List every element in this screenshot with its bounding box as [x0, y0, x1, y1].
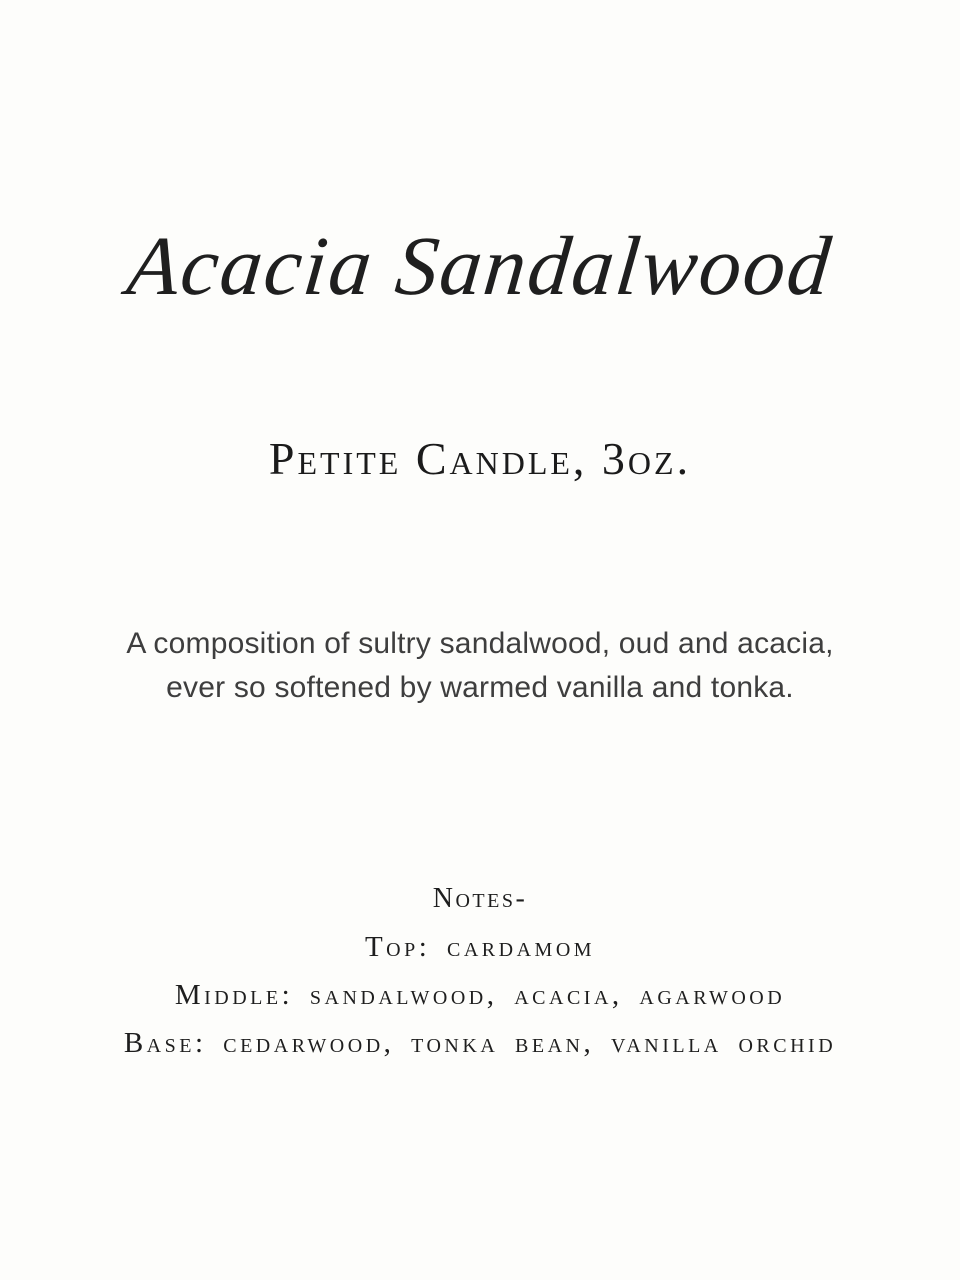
notes-heading: Notes-: [432, 883, 528, 914]
notes-middle: Middle: sandalwood, acacia, agarwood: [174, 979, 786, 1011]
product-description: [126, 622, 833, 710]
notes-base: Base: cedarwood, tonka bean, vanilla orchid: [123, 1027, 837, 1059]
product-subtitle: Petite Candle, 3oz.: [268, 433, 692, 484]
description-line-2: ever so softened by warmed vanilla and tonka.: [166, 671, 794, 704]
notes-top: Top: cardamom: [364, 931, 596, 963]
fragrance-notes: [124, 884, 836, 1058]
description-line-1: A composition of sultry sandalwood, oud and acacia,: [126, 627, 834, 660]
product-title: Acacia Sandalwood: [123, 220, 837, 313]
